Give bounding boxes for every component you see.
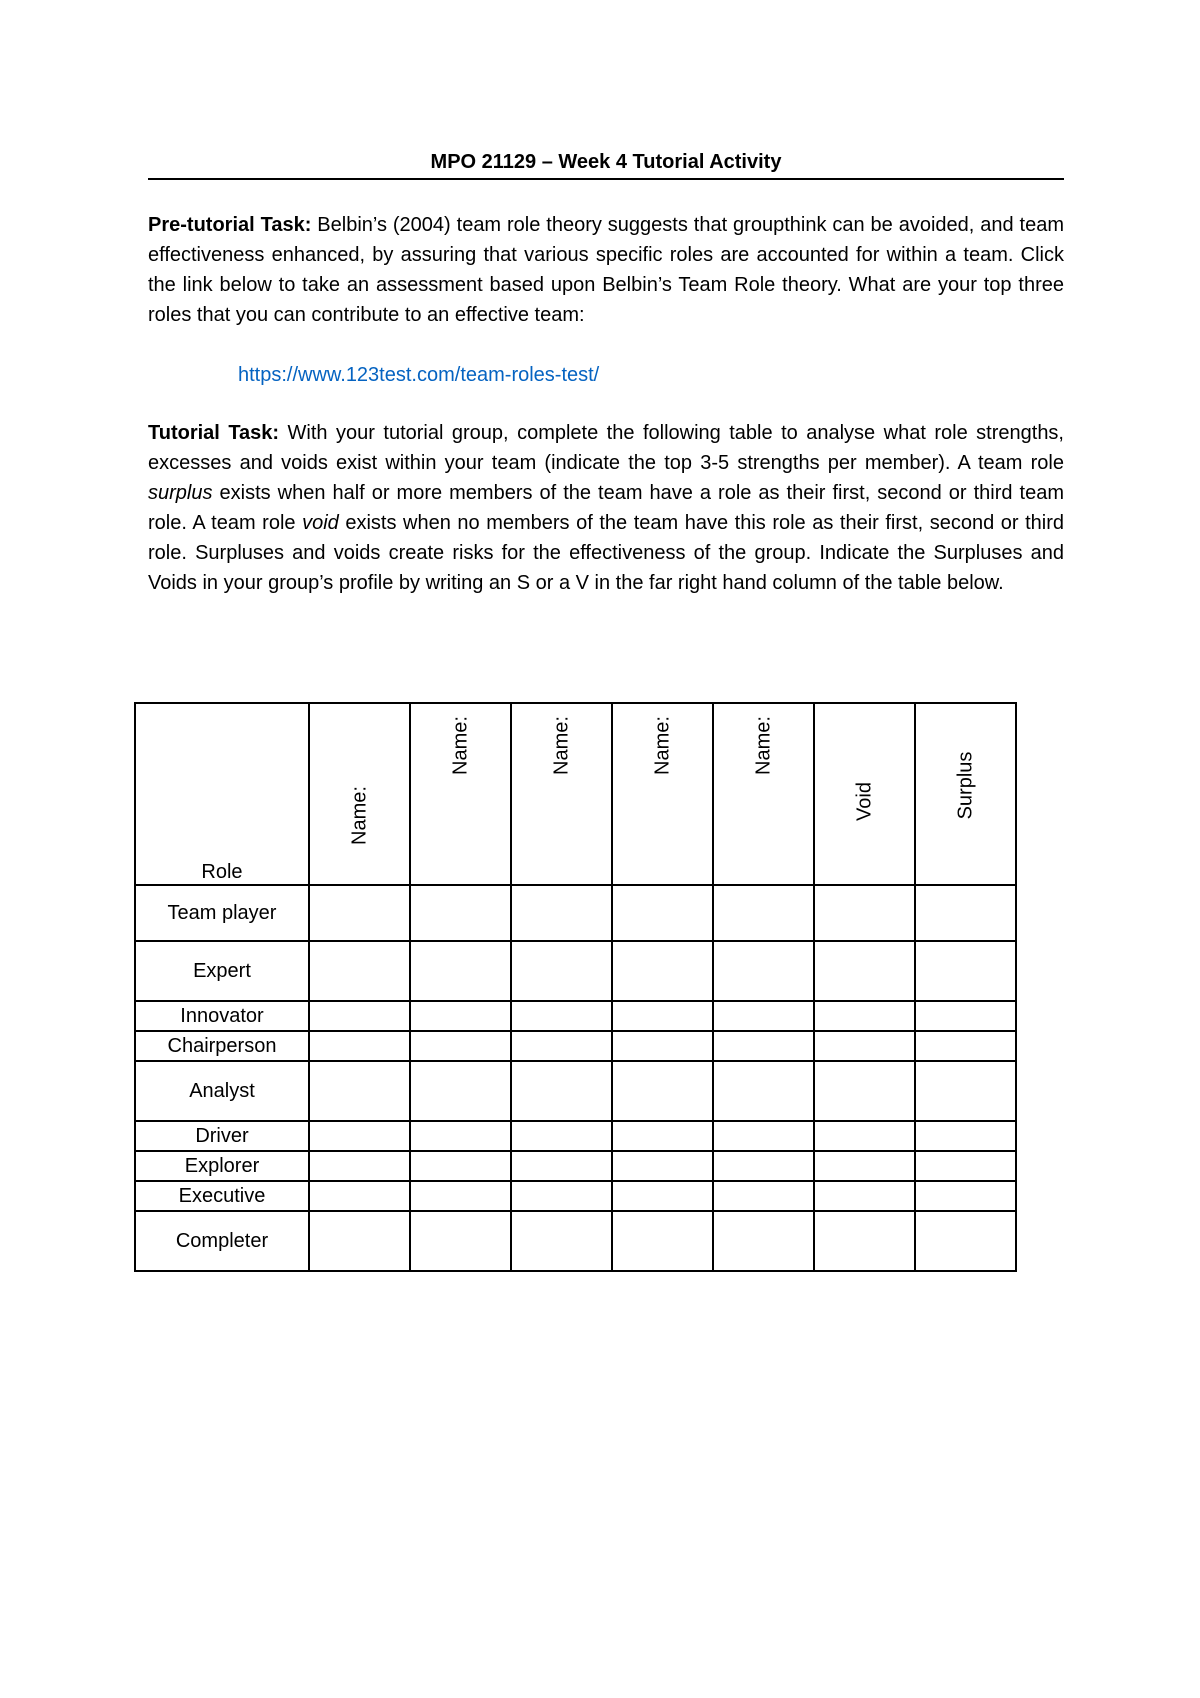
void-cell[interactable]: [814, 1181, 915, 1211]
name-header-label: Name:: [651, 716, 673, 775]
pre-tutorial-label: Pre-tutorial Task:: [148, 214, 312, 236]
role-label: Innovator: [135, 1001, 309, 1031]
name-header-label: Name:: [752, 716, 774, 775]
name-header-label: Name:: [348, 786, 370, 845]
void-cell[interactable]: [814, 1211, 915, 1271]
role-label: Explorer: [135, 1151, 309, 1181]
table-header-row: [135, 703, 1016, 885]
name-column-header: [309, 703, 410, 885]
name-column-header: [511, 703, 612, 885]
table-row: [135, 1181, 1016, 1211]
table-cell[interactable]: [410, 1031, 511, 1061]
table-cell[interactable]: [713, 1181, 814, 1211]
surplus-cell[interactable]: [915, 1121, 1016, 1151]
table-row: [135, 1061, 1016, 1121]
void-column-header: [814, 703, 915, 885]
table-row: [135, 1031, 1016, 1061]
void-cell[interactable]: [814, 1061, 915, 1121]
table-cell[interactable]: [309, 941, 410, 1001]
surplus-cell[interactable]: [915, 941, 1016, 1001]
table-cell[interactable]: [511, 941, 612, 1001]
pre-tutorial-text: Belbin’s (2004) team role theory suggests that groupthink can be avoided, and team effectiveness enhanced, by assuring that various specific roles are accounted for within a team. Click the link below to take an assessment based upon Belbin’s Team Role theory. What are your top three roles that you can contribute to an effective team:: [148, 214, 1065, 326]
name-header-label: Name:: [550, 716, 572, 775]
table-cell[interactable]: [612, 941, 713, 1001]
tutorial-text-3: exists when no members of the team have this role as their first, second or third role. Surpluses and voids create risks for the effectiveness of the group. Indicate the Surpluses and Voids in your group’s profile by writing an S or a V in the far right hand column of the table below.: [148, 512, 1064, 594]
table-row: [135, 1001, 1016, 1031]
table-cell[interactable]: [410, 1151, 511, 1181]
table-cell[interactable]: [713, 885, 814, 941]
title-underline: [148, 178, 1064, 180]
table-cell[interactable]: [612, 1181, 713, 1211]
table-cell[interactable]: [612, 1151, 713, 1181]
surplus-cell[interactable]: [915, 1001, 1016, 1031]
name-header-label: Name:: [449, 716, 471, 775]
table-cell[interactable]: [612, 1211, 713, 1271]
table-cell[interactable]: [309, 1001, 410, 1031]
surplus-cell[interactable]: [915, 885, 1016, 941]
table-row: [135, 885, 1016, 941]
role-label: Completer: [135, 1211, 309, 1271]
tutorial-label: Tutorial Task:: [148, 422, 280, 444]
void-cell[interactable]: [814, 941, 915, 1001]
table-cell[interactable]: [410, 885, 511, 941]
table-cell[interactable]: [713, 1061, 814, 1121]
tutorial-text-1: With your tutorial group, complete the following table to analyse what role strengths, excesses and voids exist within your team (indicate the top 3-5 strengths per member). A team role: [148, 422, 1064, 474]
table-cell[interactable]: [713, 1121, 814, 1151]
table-cell[interactable]: [309, 1211, 410, 1271]
void-cell[interactable]: [814, 1031, 915, 1061]
table-cell[interactable]: [612, 1061, 713, 1121]
void-emphasis: void: [302, 512, 339, 534]
surplus-cell[interactable]: [915, 1151, 1016, 1181]
surplus-header-label: Surplus: [954, 751, 976, 820]
table-cell[interactable]: [309, 1121, 410, 1151]
table-row: [135, 1151, 1016, 1181]
table-cell[interactable]: [511, 1001, 612, 1031]
table-cell[interactable]: [511, 1061, 612, 1121]
role-label: Team player: [135, 885, 309, 941]
table-row: [135, 941, 1016, 1001]
table-cell[interactable]: [410, 1181, 511, 1211]
table-cell[interactable]: [511, 1181, 612, 1211]
surplus-cell[interactable]: [915, 1031, 1016, 1061]
team-roles-test-link[interactable]: https://www.123test.com/team-roles-test/: [238, 364, 600, 386]
table-cell[interactable]: [309, 1151, 410, 1181]
table-cell[interactable]: [612, 1031, 713, 1061]
table-cell[interactable]: [713, 941, 814, 1001]
name-column-header: [410, 703, 511, 885]
role-label: Executive: [135, 1181, 309, 1211]
role-label: Analyst: [135, 1061, 309, 1121]
table-cell[interactable]: [511, 1121, 612, 1151]
void-cell[interactable]: [814, 885, 915, 941]
table-cell[interactable]: [612, 885, 713, 941]
table-cell[interactable]: [410, 1061, 511, 1121]
surplus-cell[interactable]: [915, 1211, 1016, 1271]
surplus-column-header: [915, 703, 1016, 885]
table-cell[interactable]: [309, 1181, 410, 1211]
surplus-emphasis: surplus: [148, 482, 213, 504]
table-cell[interactable]: [713, 1211, 814, 1271]
void-cell[interactable]: [814, 1001, 915, 1031]
table-row: [135, 1211, 1016, 1271]
table-cell[interactable]: [309, 885, 410, 941]
table-cell[interactable]: [713, 1151, 814, 1181]
pre-tutorial-paragraph: [148, 210, 1064, 330]
tutorial-text-2: exists when half or more members of the team have a role as their first, second or third team role. A team role: [148, 482, 1064, 534]
table-cell[interactable]: [713, 1031, 814, 1061]
table-cell[interactable]: [511, 885, 612, 941]
role-column-header: Role: [135, 703, 309, 885]
table-cell[interactable]: [511, 1211, 612, 1271]
table-row: [135, 1121, 1016, 1151]
void-cell[interactable]: [814, 1151, 915, 1181]
surplus-cell[interactable]: [915, 1181, 1016, 1211]
role-label: Driver: [135, 1121, 309, 1151]
team-roles-table: [134, 702, 1017, 1272]
table-cell[interactable]: [410, 941, 511, 1001]
table-cell[interactable]: [612, 1121, 713, 1151]
tutorial-paragraph: [148, 418, 1064, 598]
table-cell[interactable]: [410, 1211, 511, 1271]
void-cell[interactable]: [814, 1121, 915, 1151]
name-column-header: [713, 703, 814, 885]
table-cell[interactable]: [410, 1121, 511, 1151]
table-cell[interactable]: [511, 1151, 612, 1181]
page-title: MPO 21129 – Week 4 Tutorial Activity: [430, 151, 782, 173]
void-header-label: Void: [853, 782, 875, 821]
role-label: Expert: [135, 941, 309, 1001]
table-cell[interactable]: [511, 1031, 612, 1061]
table-cell[interactable]: [309, 1031, 410, 1061]
table-cell[interactable]: [410, 1001, 511, 1031]
surplus-cell[interactable]: [915, 1061, 1016, 1121]
name-column-header: [612, 703, 713, 885]
table-cell[interactable]: [713, 1001, 814, 1031]
role-label: Chairperson: [135, 1031, 309, 1061]
table-cell[interactable]: [612, 1001, 713, 1031]
table-cell[interactable]: [309, 1061, 410, 1121]
